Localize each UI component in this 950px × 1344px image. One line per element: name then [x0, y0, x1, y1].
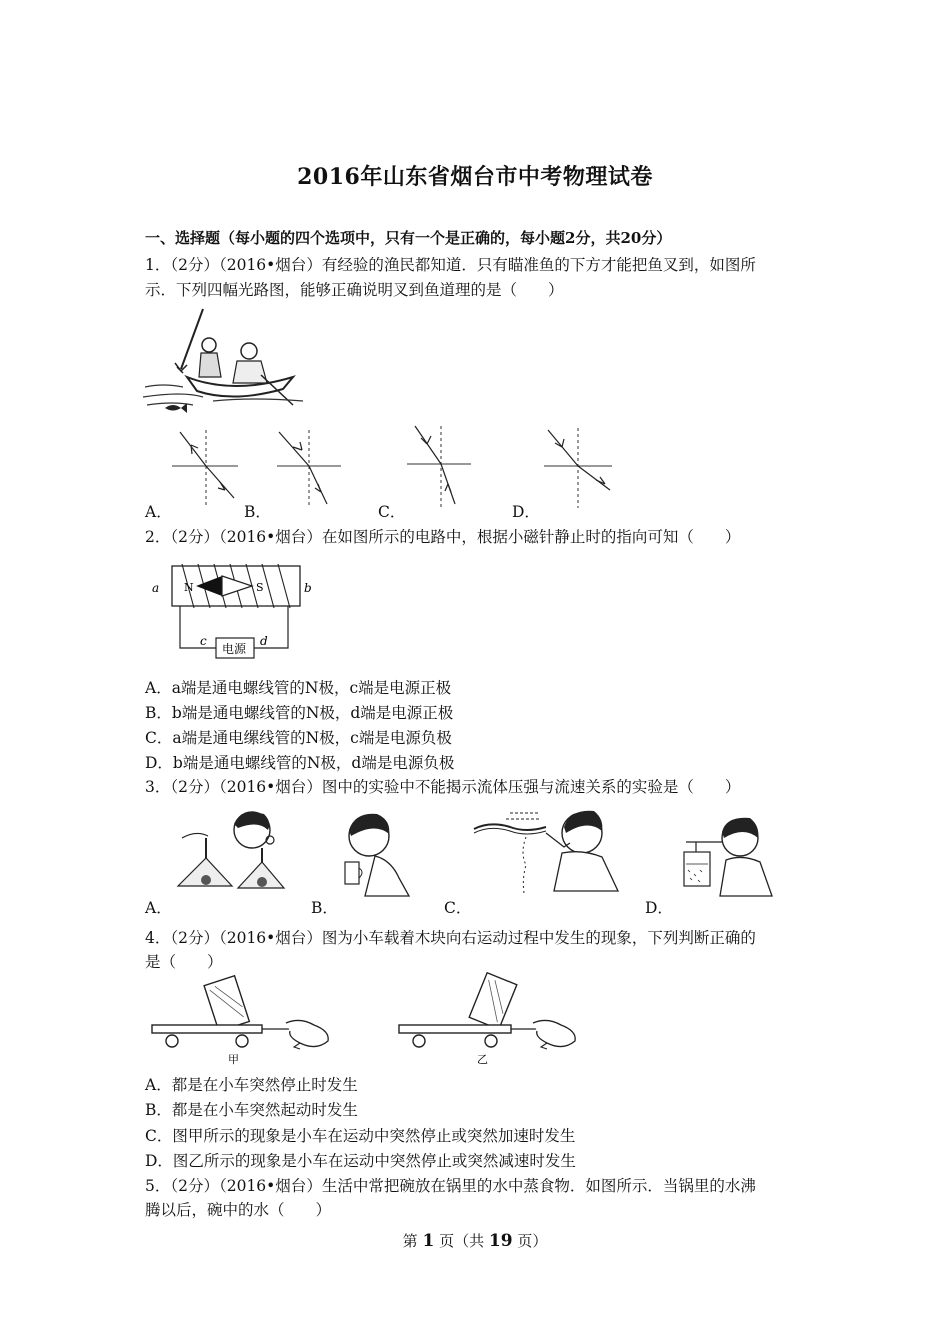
q4-label-yi: 乙: [477, 1053, 488, 1066]
q2-line1: 2．（2分）（2016•烟台）在如图所示的电路中，根据小磁针静止时的指向可知（ ）: [145, 528, 741, 546]
q2-label-c: c: [200, 634, 207, 648]
q4-label-jia: 甲: [228, 1053, 239, 1066]
section-heading: 一、选择题（每小题的四个选项中，只有一个是正确的，每小题2分，共20分）: [145, 229, 672, 247]
q1-option-c-diagram: [405, 424, 475, 510]
q3-option-a: A．: [145, 899, 172, 917]
q3-option-b-cup-figure: [335, 808, 420, 898]
q4-line2: 是（ ）: [145, 953, 223, 971]
q1-option-c: C．: [378, 503, 406, 521]
q4-cart-figure-jia: [150, 975, 335, 1065]
q1-option-b-diagram: [275, 428, 345, 510]
q4-option-c: C．图甲所示的现象是小车在运动中突然停止或突然加速时发生: [145, 1127, 576, 1145]
q3-option-c: C．: [444, 899, 472, 917]
q3-option-c-paper-strip-figure: [470, 803, 625, 898]
q2-solenoid-circuit-figure: [148, 558, 328, 664]
q3-option-b: B．: [311, 899, 338, 917]
q2-option-c: C．a端是通电缧线管的N极，c端是电源负极: [145, 729, 452, 747]
q1-option-b: B．: [244, 503, 271, 521]
q2-label-b: b: [304, 581, 312, 595]
q1-fisherman-boat-figure: [143, 305, 308, 415]
q3-option-d: D．: [645, 899, 673, 917]
q1-option-d-diagram: [540, 426, 616, 510]
q2-s-label: S: [256, 581, 264, 594]
q1-option-a: A．: [145, 503, 172, 521]
q1-option-a-diagram: [172, 428, 242, 510]
q3-line1: 3．（2分）（2016•烟台）图中的实验中不能揭示流体压强与流速关系的实验是（ ）: [145, 778, 741, 796]
footer-mid: 页（共: [439, 1232, 485, 1250]
footer-prefix: 第: [402, 1232, 418, 1250]
q2-power-label: 电源: [222, 642, 247, 656]
q3-option-a-funnel-figure: [172, 808, 287, 898]
q2-option-a: A．a端是通电螺线管的N极，c端是电源正极: [145, 679, 452, 697]
q2-label-d: d: [260, 634, 268, 648]
q4-line1: 4．（2分）（2016•烟台）图为小车载着木块向右运动过程中发生的现象，下列判断正确的: [145, 929, 756, 947]
q1-option-d: D．: [512, 503, 540, 521]
q4-cart-figure-yi: [397, 967, 582, 1067]
q1-line2: 示．下列四幅光路图，能够正确说明叉到鱼道理的是（ ）: [145, 281, 564, 299]
q2-option-b: B．b端是通电螺线管的N极，d端是电源正极: [145, 704, 454, 722]
q5-line1: 5．（2分）（2016•烟台）生活中常把碗放在锅里的水中蒸食物．如图所示．当锅里的水沸: [145, 1177, 756, 1195]
page-title: 2016年山东省烟台市中考物理试卷: [297, 164, 653, 190]
footer-suffix: 页）: [517, 1232, 548, 1250]
footer-total-pages: 19: [488, 1231, 513, 1251]
q1-line1: 1．（2分）（2016•烟台）有经验的渔民都知道．只有瞄准鱼的下方才能把鱼叉到，如图所: [145, 256, 756, 274]
q3-option-d-straw-figure: [680, 812, 775, 898]
q2-n-label: N: [184, 581, 194, 594]
q4-option-d: D．图乙所示的现象是小车在运动中突然停止或突然减速时发生: [145, 1152, 576, 1170]
footer-page-number: 1: [422, 1231, 435, 1251]
page-footer: [0, 1230, 950, 1251]
q4-option-a: A．都是在小车突然停止时发生: [145, 1076, 358, 1094]
q2-option-d: D．b端是通电螺线管的N极，d端是电源负极: [145, 754, 455, 772]
q4-option-b: B．都是在小车突然起动时发生: [145, 1101, 358, 1119]
q2-label-a: a: [152, 581, 160, 595]
q5-line2: 腾以后，碗中的水（ ）: [145, 1201, 332, 1219]
